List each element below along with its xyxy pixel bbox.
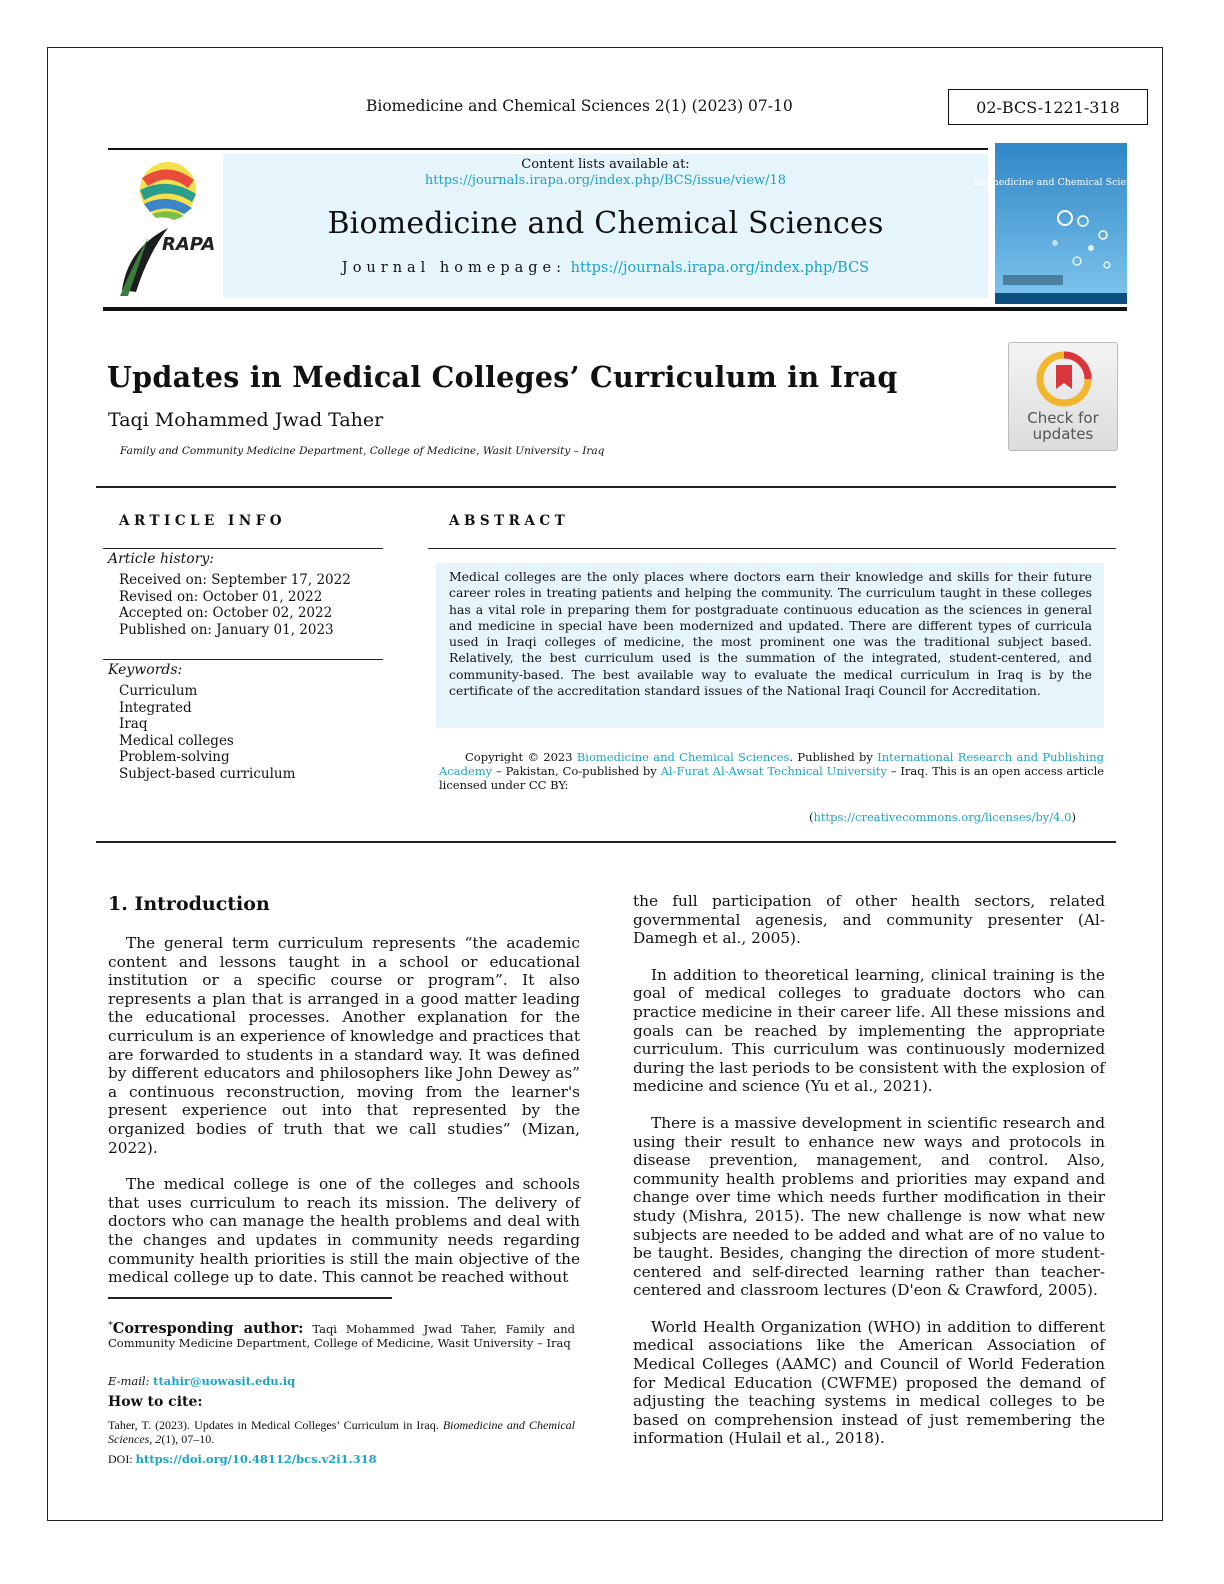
info-bottom-rule [96,841,1116,843]
content-lists-label: Content lists available at: [521,157,690,172]
keywords-rule [103,659,383,660]
history-label: Article history: [108,551,215,567]
citation-suffix: (1), 07–10. [161,1432,215,1446]
check-updates-line2: updates [1032,425,1094,443]
intro-paragraph: There is a massive development in scientific research and using their result to enhance new ways and protocols in disease prevention, management, and control. Also, community health problems and priorities may expand and change over time which needs further modification in their study (Mishra, 2015). The new challenge is now what new subjects are needed to be added and what are of no value to be taught. Besides, changing the direction of more student-centered and self-directed learning rather than teacher-centered and classroom lectures (D'eon & Crawford, 2005). [633,1113,1105,1300]
intro-paragraph: The general term curriculum represents “the academic content and lessons taught in a school or educational institution or a specific course or program”. It also represents a plan that is arranged in a good matter leading the educational processes. Another explanation for the curriculum is an experience of knowledge and practices that are forwarded to students in a standard way. It was defined by different educators and philosophers like John Dewey as” a continuous reconstruction, moving from the learner's present experience out into that represented by the organized bodies of truth that we call studies” (Mizan, 2022). [108,934,580,1157]
intro-heading: 1. Introduction [108,893,270,915]
intro-paragraph: World Health Organization (WHO) in addition to different medical associations like the American Association of Medical Colleges (AAMC) and Council of World Federation for Medical Education (CWFME) proposed the demand of adjusting the teaching systems in medical colleges to be based on comprehension instead of just remembering the information (Hulail et al., 2018). [633,1317,1105,1448]
corresponding-author-note [108,1319,575,1350]
journal-header-band [223,154,988,298]
email-link[interactable]: ttahir@uowasit.edu.iq [153,1374,296,1388]
left-column [108,934,580,1305]
citation-journal: Biomedicine and Chemical Sciences, 2 [108,1418,575,1446]
license-link[interactable]: https://creativecommons.org/licenses/by/4.0 [813,810,1072,824]
check-updates-line1: Check for [1027,409,1099,427]
check-updates-icon [1034,349,1094,409]
history-published: Published on: January 01, 2023 [119,621,334,638]
journal-name: Biomedicine and Chemical Sciences [327,206,884,241]
how-to-cite-heading: How to cite: [108,1394,203,1410]
license-line: (https://creativecommons.org/licenses/by/4.0) [809,810,1076,824]
journal-citation: Biomedicine and Chemical Sciences 2(1) (2023) 07-10 [366,97,793,115]
corresponding-author-text: Taqi Mohammed Jwad Taher, Family and Community Medicine Department, College of Medicine, Wasit University – Iraq [108,1321,576,1350]
article-title: Updates in Medical Colleges’ Curriculum in Iraq [107,360,898,394]
article-code-box [948,89,1148,125]
cover-title: Biomedicine and Chemical Sciences [973,177,1149,188]
logo-text: RAPA [162,234,216,255]
info-top-rule [96,486,1116,488]
keyword: Medical colleges [119,732,234,749]
copyright-journal-link[interactable]: Biomedicine and Chemical Sciences [576,750,790,764]
abstract-rule [428,548,1116,549]
homepage-link[interactable]: https://journals.irapa.org/index.php/BCS [570,260,870,276]
author-name: Taqi Mohammed Jwad Taher [108,409,384,431]
journal-cover-image [973,143,1149,304]
copyright-prefix: Copyright © 2023 [465,750,573,764]
copyright-mid: – Pakistan, Co-published by [496,764,657,778]
copyright-published-by: . Published by [789,750,873,764]
keyword: Subject-based curriculum [119,765,296,782]
article-code: 02-BCS-1221-318 [976,97,1120,117]
history-list [119,572,351,638]
keywords-label: Keywords: [108,662,183,678]
corresponding-author-label: Corresponding author: [112,1319,304,1337]
intro-paragraph: the full participation of other health sectors, related governmental agenesis, and community presenter (Al-Damegh et al., 2005). [633,892,1105,948]
abstract-heading: ABSTRACT [449,513,570,529]
intro-paragraph: The medical college is one of the colleges and schools that uses curriculum to reach its mission. The delivery of doctors who can manage the health problems and deal with the changes and updates in community needs regarding community health priorities is still the main objective of the medical college up to date. This cannot be reached without [108,1175,580,1287]
intro-paragraph: In addition to theoretical learning, clinical training is the goal of medical colleges to graduate doctors who can practice medicine in their career life. All these missions and goals can be reached by implementing the appropriate curriculum. This curriculum was continuously modernized during the last periods to be consistent with the explosion of medicine and science (Yu et al., 2021). [633,965,1105,1096]
header-rule-top [108,148,988,150]
article-info-heading: ARTICLE INFO [119,513,287,529]
keywords-list [119,683,295,782]
email-line [108,1374,575,1388]
header-rule-bottom [103,307,1127,311]
keyword: Integrated [119,699,192,716]
right-column [633,892,1105,1466]
copublisher-link[interactable]: Al-Furat Al-Awsat Technical University [660,764,887,778]
doi-label: DOI: [108,1452,133,1466]
footnote-rule [108,1297,392,1299]
check-for-updates-button[interactable] [1008,342,1118,451]
keyword: Curriculum [119,683,198,699]
doi-link[interactable]: https://doi.org/10.48112/bcs.v2i1.318 [135,1452,377,1466]
email-label: E-mail: [108,1374,150,1388]
history-revised: Revised on: October 01, 2022 [119,588,323,605]
history-received: Received on: September 17, 2022 [119,572,351,588]
irapa-logo [108,158,218,298]
citation-text [108,1418,575,1446]
copyright-suffix: – Iraq. This is an open access article licensed under CC BY: [439,764,1105,792]
content-lists-link[interactable]: https://journals.irapa.org/index.php/BCS/issue/view/18 [424,173,787,188]
citation-prefix: Taher, T. (2023). Updates in Medical Colleges’ Curriculum in Iraq. [108,1418,439,1432]
footnote-star: * [108,1320,113,1331]
history-accepted: Accepted on: October 02, 2022 [119,605,333,621]
author-affiliation: Family and Community Medicine Department, College of Medicine, Wasit University – Iraq [120,445,605,457]
journal-homepage [223,260,988,276]
keyword: Problem-solving [119,749,230,765]
abstract-text: Medical colleges are the only places where doctors earn their knowledge and skills for their future career roles in treating patients and helping the community. The curriculum taught in these colleges has a vital role in preparing them for postgraduate continuous education as the sciences in general and medicine in special have been modernized and updated. There are different types of curricula used in Iraqi colleges of medicine, the most prominent one was the traditional subject based. Relatively, the best curriculum used is the summation of the integrated, student-centered, and community-based. The best available way to evaluate the medical curriculum in Iraq is by the certificate of the accreditation standard issues of the National Iraqi Council for Accreditation. [449,569,1092,699]
article-info-rule [103,548,383,549]
copyright-notice [439,750,1104,792]
keyword: Iraq [119,716,148,732]
homepage-label: Journal homepage: [341,260,567,276]
doi-line [108,1452,575,1466]
abstract-box [436,563,1104,728]
publisher-link[interactable]: International Research and Publishing Academy [439,750,1104,778]
